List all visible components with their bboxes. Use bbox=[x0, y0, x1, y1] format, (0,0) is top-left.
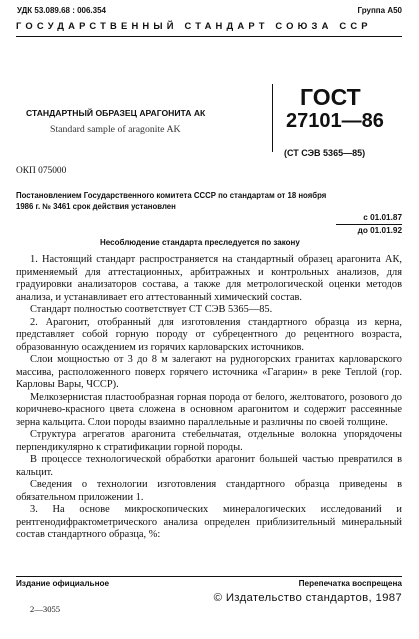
footer-rule bbox=[16, 576, 402, 577]
legal-warning: Несоблюдение стандарта преследуется по закону bbox=[100, 238, 300, 247]
date-divider bbox=[336, 224, 402, 225]
paragraph-6: Структура агрегатов арагонита стебельчатая, отдельные волокна упорядочены перпендикулярно к стратификации горной породы. bbox=[16, 429, 402, 453]
udk-code: УДК 53.089.68 : 006.354 bbox=[17, 6, 106, 15]
sev-reference: (СТ СЭВ 5365—85) bbox=[284, 148, 366, 158]
paragraph-9: 3. На основе микроскопических минералогических исследований и рентгенодифрактометрического анализа определен приблизительный минеральный состав стандартного образца, %: bbox=[16, 504, 402, 540]
gost-number: 27101—86 bbox=[286, 110, 384, 132]
gost-divider bbox=[272, 84, 273, 152]
okp-code: ОКП 075000 bbox=[16, 166, 67, 176]
paragraph-4: Слои мощностью от 3 до 8 м залегают на рудногорских гранитах карловарского массива, расположенного поверх горячего источника «Гагарин» в реке Теплой (гор. Карловы Вары, ЧССР). bbox=[16, 354, 402, 390]
paragraph-3: 2. Арагонит, отобранный для изготовления стандартного образца из керна, представляет собой горную породу от субрецентного до рецентного возраста, образованную осаждением из горячих карловарских источников. bbox=[16, 316, 402, 353]
standard-title-en: Standard sample of aragonite AK bbox=[50, 124, 181, 135]
effective-from-date: с 01.01.87 bbox=[363, 213, 402, 222]
print-code: 2—3055 bbox=[30, 604, 61, 614]
standard-title-ru: СТАНДАРТНЫЙ ОБРАЗЕЦ АРАГОНИТА АК bbox=[26, 108, 206, 118]
decree-line-1: Постановлением Государственного комитета СССР по стандартам от 18 ноября bbox=[16, 191, 327, 200]
header-rule bbox=[16, 36, 402, 37]
paragraph-8: Сведения о технологии изготовления стандартного образца приведены в обязательном приложении 1. bbox=[16, 479, 402, 503]
paragraph-7: В процессе технологической обработки арагонит большей частью превратился в кальцит. bbox=[16, 454, 402, 478]
paragraph-1: 1. Настоящий стандарт распространяется на стандартный образец арагонита АК, применяемый для аттестационных, арбитражных и контрольных анализов, для градуировки анализаторов состава, а также для метрологической оценки методов анализа, и устанавливает его аттестованный химический состав. bbox=[16, 254, 402, 303]
group-code: Группа А50 bbox=[357, 6, 402, 15]
reprint-prohibited-label: Перепечатка воспрещена bbox=[298, 579, 402, 588]
body-text bbox=[16, 254, 402, 542]
paragraph-5: Мелкозернистая пластообразная горная порода от белого, желтоватого, розового до коричнево-красного цвета сложена в основном арагонитом и содержит рассеянные зерна кальцита. Слои породы взаимно параллельные и различны по своей толщине. bbox=[16, 391, 402, 428]
decree-line-2: 1986 г. № 3461 срок действия установлен bbox=[16, 202, 176, 211]
copyright-notice: © Издательство стандартов, 1987 bbox=[213, 592, 402, 604]
effective-to-date: до 01.01.92 bbox=[357, 226, 402, 235]
paragraph-2: Стандарт полностью соответствует СТ СЭВ 5365—85. bbox=[30, 304, 273, 315]
official-edition-label: Издание официальное bbox=[16, 579, 110, 588]
gost-label: ГОСТ bbox=[300, 84, 361, 110]
state-standard-banner: ГОСУДАРСТВЕННЫЙ СТАНДАРТ СОЮЗА ССР bbox=[16, 20, 372, 31]
